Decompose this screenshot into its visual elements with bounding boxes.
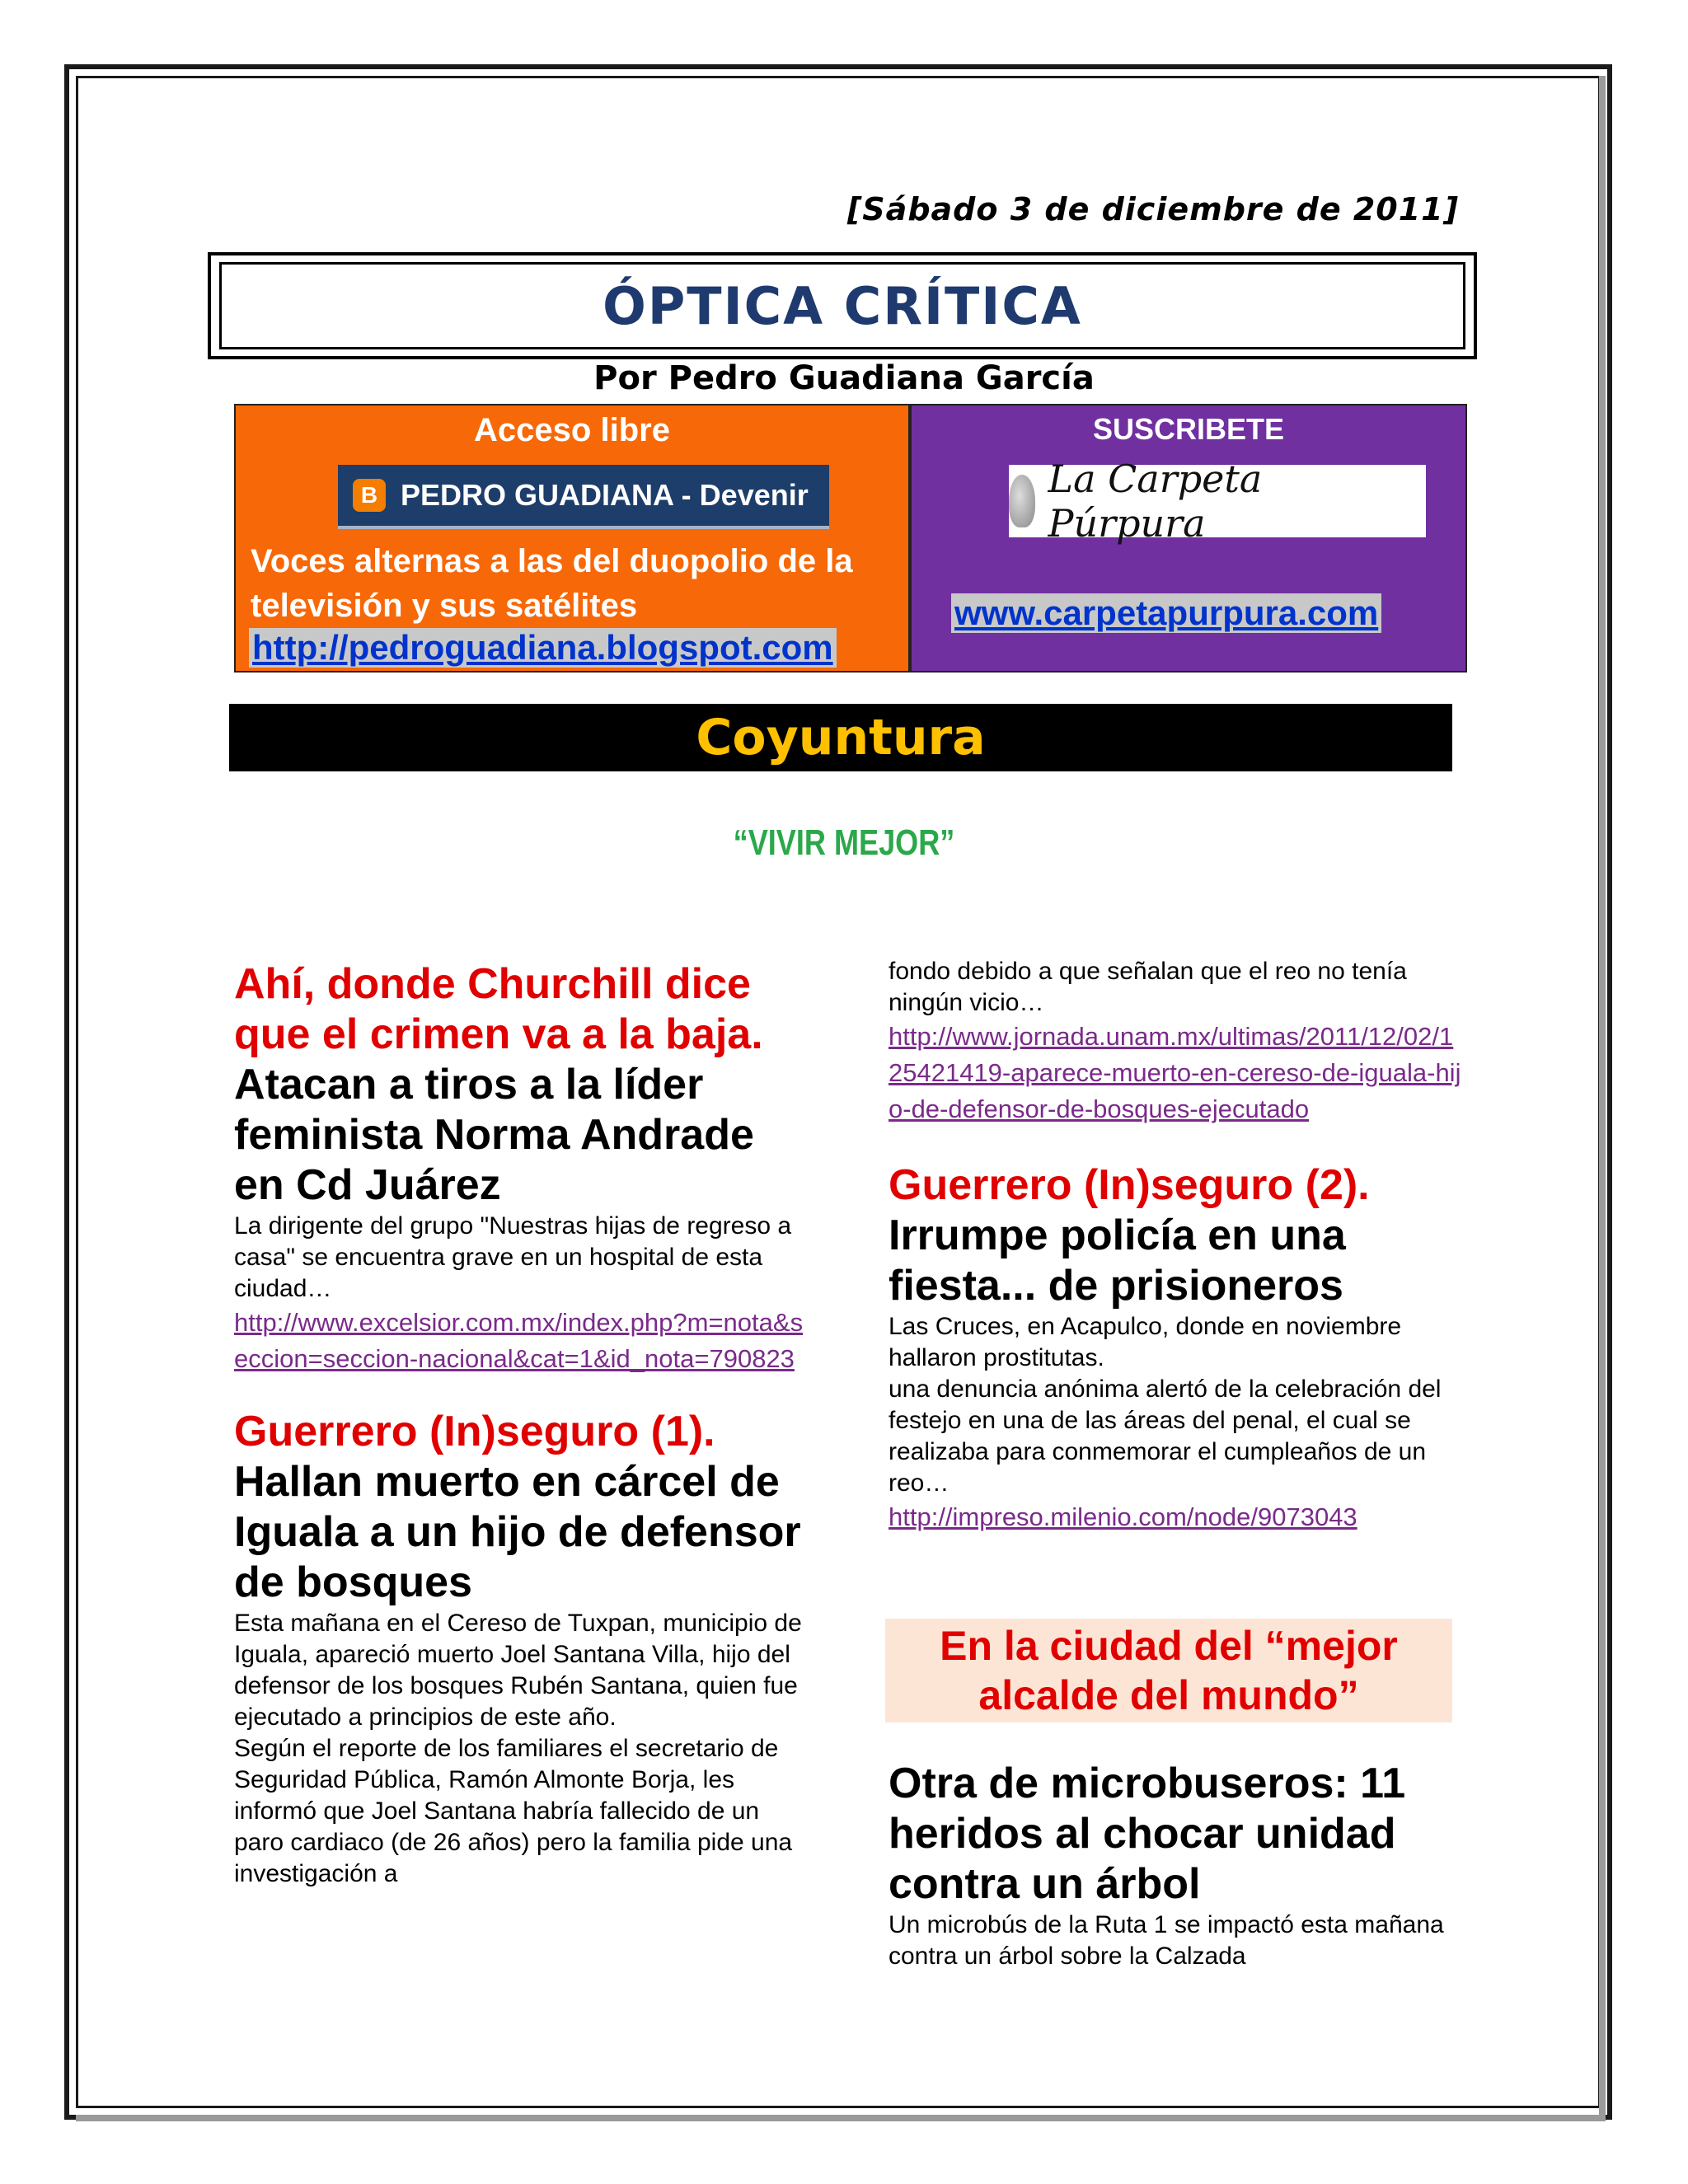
article-microbuseros bbox=[889, 1759, 1465, 1972]
promo-free-access bbox=[234, 404, 910, 673]
article-link[interactable]: http://www.jornada.unam.mx/ultimas/2011/12/02/125421419-aparece-muerto-en-cereso-de-iguala-hijo-de-defensor-de-bosques-ejecutado bbox=[889, 1022, 1461, 1123]
blogger-icon bbox=[353, 479, 386, 512]
article-kicker: Ahí, donde Churchill dice que el crimen va a la baja. bbox=[234, 960, 763, 1058]
column-right bbox=[889, 956, 1465, 1535]
carpeta-logo-text: La Carpeta Púrpura bbox=[1048, 457, 1263, 546]
section-subtitle: “VIVIR MEJOR” bbox=[733, 823, 955, 863]
carpeta-url-link[interactable]: www.carpetapurpura.com bbox=[951, 593, 1381, 633]
promo-subscribe bbox=[910, 404, 1467, 673]
column-title: ÓPTICA CRÍTICA bbox=[603, 275, 1082, 336]
article-fiesta-prisioneros bbox=[889, 1160, 1465, 1535]
article-headline: Irrumpe policía en una fiesta... de prisioneros bbox=[889, 1212, 1346, 1310]
blog-badge[interactable] bbox=[338, 465, 829, 529]
article-link[interactable]: http://impreso.milenio.com/node/9073043 bbox=[889, 1502, 1357, 1531]
article-iguala-carcel bbox=[234, 1407, 811, 1890]
article-headline: Hallan muerto en cárcel de Iguala a un hijo de defensor de bosques bbox=[234, 1458, 801, 1606]
article-iguala-continued bbox=[889, 956, 1465, 1127]
article-kicker: Guerrero (In)seguro (1). bbox=[234, 1408, 715, 1455]
article-body: Esta mañana en el Cereso de Tuxpan, municipio de Iguala, apareció muerto Joel Santana Villa, hijo del defensor de los bosques Rubén Santana, quien fue ejecutado a principios de este año. bbox=[234, 1610, 802, 1731]
callout-text: En la ciudad del “mejor alcalde del mundo” bbox=[940, 1623, 1398, 1718]
article-body: Un microbús de la Ruta 1 se impactó esta mañana contra un árbol sobre la Calzada bbox=[889, 1911, 1444, 1970]
article-body: Según el reporte de los familiares el secretario de Seguridad Pública, Ramón Almonte Borja, les informó que Joel Santana habría fallecido de un paro cardiaco (de 26 años) pero la familia pide una investigación a bbox=[234, 1735, 793, 1887]
column-left bbox=[234, 959, 811, 1890]
article-body: Las Cruces, en Acapulco, donde en noviembre hallaron prostitutas. bbox=[889, 1313, 1402, 1371]
callout-box bbox=[885, 1619, 1452, 1722]
blog-badge-text: PEDRO GUADIANA - Devenir bbox=[401, 478, 809, 512]
carpeta-purpura-logo[interactable] bbox=[1009, 457, 1426, 546]
page-shadow-bottom bbox=[76, 2115, 1606, 2121]
promo-tagline: Voces alternas a las del duopolio de la televisión y sus satélites bbox=[251, 543, 853, 624]
article-norma-andrade bbox=[234, 959, 811, 1377]
article-headline: Otra de microbuseros: 11 heridos al chocar unidad contra un árbol bbox=[889, 1760, 1406, 1908]
issue-date: [Sábado 3 de diciembre de 2011] bbox=[846, 191, 1459, 227]
blog-url-link[interactable]: http://pedroguadiana.blogspot.com bbox=[249, 628, 837, 668]
article-kicker: Guerrero (In)seguro (2). bbox=[889, 1161, 1370, 1209]
article-body: fondo debido a que señalan que el reo no tenía ningún vicio… bbox=[889, 958, 1407, 1016]
section-title: Coyuntura bbox=[696, 709, 986, 766]
column-title-box bbox=[208, 252, 1477, 359]
section-bar bbox=[229, 704, 1452, 771]
promo-free-access-heading: Acceso libre bbox=[474, 412, 670, 448]
article-body: La dirigente del grupo "Nuestras hijas de regreso a casa" se encuentra grave en un hospital de esta ciudad… bbox=[234, 1212, 792, 1302]
promo-subscribe-heading: SUSCRIBETE bbox=[1092, 412, 1285, 446]
article-headline: Atacan a tiros a la líder feminista Norma Andrade en Cd Juárez bbox=[234, 1061, 754, 1209]
article-link[interactable]: http://www.excelsior.com.mx/index.php?m=nota&seccion=seccion-nacional&cat=1&id_nota=790823 bbox=[234, 1308, 804, 1373]
article-body: una denuncia anónima alertó de la celebración del festejo en una de las áreas del penal, el cual se realizaba para conmemorar el cumpleaños de un reo… bbox=[889, 1376, 1442, 1497]
shell-icon bbox=[1009, 475, 1035, 527]
byline: Por Pedro Guadiana García bbox=[593, 359, 1095, 397]
